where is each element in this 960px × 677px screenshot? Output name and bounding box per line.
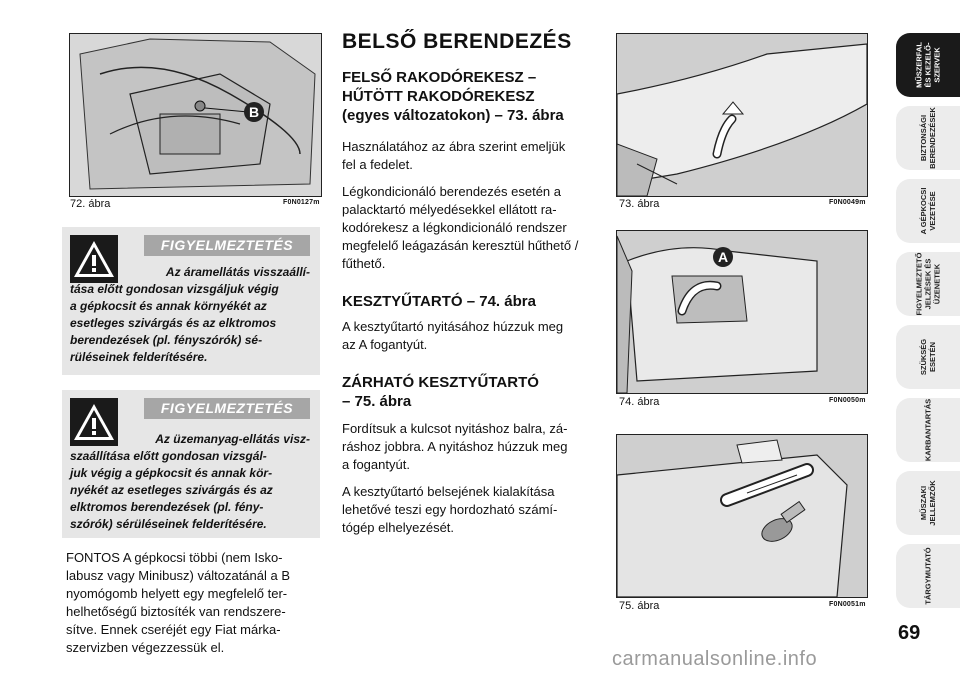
- tab-safety-equipment[interactable]: BIZTONSÁGI BERENDEZÉSEK: [896, 106, 960, 170]
- warning-line: Az üzemanyag-ellátás visz-: [155, 432, 310, 446]
- text-line: megfelelő leágazásán keresztül hűthető /: [342, 238, 579, 253]
- text-line: Fordítsuk a kulcsot nyitáshoz balra, zá-: [342, 421, 568, 436]
- tab-maintenance[interactable]: KARBANTARTÁS: [896, 398, 960, 462]
- text-line: Légkondicionáló berendezés esetén a: [342, 184, 562, 199]
- text-line: helhetőségű biztosíték van rendszere-: [66, 604, 286, 619]
- marker-a: A: [713, 247, 733, 267]
- figure-73-upper-compartment: [616, 33, 868, 197]
- warning-line: a gépkocsit és annak környékét az: [70, 299, 267, 313]
- page-number: 69: [898, 622, 921, 644]
- text-line: labusz vagy Minibusz) változatánál a B: [66, 568, 291, 583]
- heading-line: (egyes változatokon) – 73. ábra: [342, 107, 564, 124]
- text-line: kodórekesz a légkondicionáló rendszer: [342, 220, 567, 235]
- upper-compartment-illustration: [617, 34, 867, 196]
- warning-icon: [70, 235, 118, 283]
- tab-instruments-controls[interactable]: MŰSZERFAL ÉS KEZELŐ- SZERVEK: [896, 33, 960, 97]
- warning-line: rüléseinek felderítésére.: [70, 350, 208, 364]
- section-heading-2: KESZTYŰTARTÓ – 74. ábra: [342, 293, 536, 310]
- warning-line: elktromos berendezések (pl. fény-: [70, 500, 264, 514]
- figure-73-caption: 73. ábra: [619, 198, 660, 210]
- text-line: sítve. Ennek cseréjét egy Fiat márka-: [66, 622, 281, 637]
- warning-line: berendezések (pl. fényszórók) sé-: [70, 333, 263, 347]
- figure-72-code: F0N0127m: [283, 199, 320, 206]
- tab-technical-data[interactable]: MŰSZAKI JELLEMZŐK: [896, 471, 960, 535]
- figure-74-glove-box: [616, 230, 868, 394]
- figure-75-code: F0N0051m: [829, 601, 866, 608]
- warning-line: tása előtt gondosan vizsgáljuk végig: [70, 282, 279, 296]
- heading-line: – 75. ábra: [342, 393, 412, 410]
- figure-72-caption: 72. ábra: [70, 198, 111, 210]
- warning-line: nyékét az esetleges szivárgás és az: [70, 483, 273, 497]
- figure-75-caption: 75. ábra: [619, 600, 660, 612]
- figure-72-engine-bay: [69, 33, 322, 197]
- section-heading-1: [342, 68, 564, 125]
- heading-line: FELSŐ RAKODÓREKESZ –: [342, 69, 537, 86]
- text-line: A kesztyűtartó belsejének kialakítása: [342, 484, 555, 499]
- warning-box-1: [62, 227, 320, 375]
- figure-74-caption: 74. ábra: [619, 396, 660, 408]
- figure-75-lockable-glove-box: [616, 434, 868, 598]
- heading-line: ZÁRHATÓ KESZTYŰTARTÓ: [342, 374, 539, 391]
- tab-emergency[interactable]: SZÜKSÉG ESETÉN: [896, 325, 960, 389]
- warning-line: juk végig a gépkocsit és annak kör-: [70, 466, 273, 480]
- text-line: ráshoz jobbra. A nyitáshoz húzzuk meg: [342, 439, 568, 454]
- marker-b: B: [244, 102, 264, 122]
- tab-warnings-messages[interactable]: FIGYELMEZTETŐ JELZÉSEK ÉS ÜZENETEK: [896, 252, 960, 316]
- text-line: FONTOS A gépkocsi többi (nem Isko-: [66, 550, 283, 565]
- text-line: nyomógomb helyett egy megfelelő ter-: [66, 586, 288, 601]
- figure-74-code: F0N0050m: [829, 397, 866, 404]
- warning-icon: [70, 398, 118, 446]
- tab-driving[interactable]: A GÉPKOCSI VEZETÉSE: [896, 179, 960, 243]
- heading-line: HŰTÖTT RAKODÓREKESZ: [342, 88, 535, 105]
- warning-line: Az áramellátás visszaállí-: [165, 265, 310, 279]
- warning-title-2: FIGYELMEZTETÉS: [144, 398, 310, 419]
- watermark: carmanualsonline.info: [612, 648, 818, 670]
- lockable-glove-box-illustration: [617, 435, 867, 597]
- text-line: palacktartó mélyedésekkel ellátott ra-: [342, 202, 557, 217]
- text-line: az A fogantyút.: [342, 337, 428, 352]
- text-line: lehetővé teszi egy hordozható számí-: [342, 502, 558, 517]
- tab-index[interactable]: TÁRGYMUTATÓ: [896, 544, 960, 608]
- text-line: fűthető.: [342, 256, 386, 271]
- text-line: fel a fedelet.: [342, 157, 413, 172]
- glove-box-illustration: [617, 231, 867, 393]
- warning-line: szórók) sérüléseinek felderítésére.: [70, 517, 267, 531]
- text-line: Használatához az ábra szerint emeljük: [342, 139, 566, 154]
- warning-line: szaállítása előtt gondosan vizsgál-: [70, 449, 267, 463]
- text-line: tógép elhelyezését.: [342, 520, 455, 535]
- warning-title-1: FIGYELMEZTETÉS: [144, 235, 310, 256]
- section-heading-3: [342, 373, 539, 411]
- warning-line: esetleges szivárgás és az elktromos: [70, 316, 277, 330]
- page-title: BELSŐ BERENDEZÉS: [342, 30, 572, 53]
- text-line: szervizben végezzessük el.: [66, 640, 225, 655]
- text-line: a fogantyút.: [342, 457, 410, 472]
- engine-bay-illustration: [70, 34, 321, 196]
- text-line: A kesztyűtartó nyitásához húzzuk meg: [342, 319, 564, 334]
- warning-box-2: [62, 390, 320, 538]
- figure-73-code: F0N0049m: [829, 199, 866, 206]
